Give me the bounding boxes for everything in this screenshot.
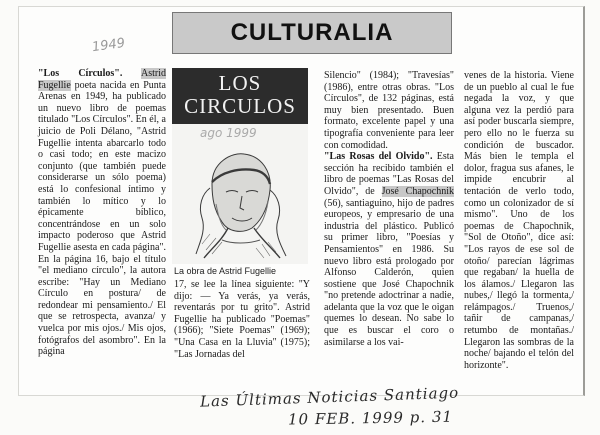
- book-cover-title: [172, 68, 308, 124]
- image-caption: La obra de Astrid Fugellie: [174, 266, 277, 276]
- handwritten-image-mark: ago 1999: [200, 126, 257, 140]
- article-column-1: [38, 68, 166, 358]
- article-paragraph-1: [38, 68, 166, 358]
- handwritten-year-mark: 1949: [91, 35, 126, 56]
- handwritten-date: 10 FEB. 1999 p. 31: [287, 407, 454, 429]
- article-column-3: [324, 70, 454, 348]
- book-title-line-2: CIRCULOS: [184, 94, 296, 118]
- highlight-author-first: Astrid: [141, 68, 167, 79]
- highlight-author-last: Fugellie: [38, 79, 71, 91]
- handwritten-source-note: [200, 384, 580, 428]
- handwritten-source: Las Últimas Noticias Santiago: [199, 383, 460, 411]
- column2-text: 17, se lee la línea siguiente: "Y dijo: — Ya verás, ya verás, reventarás por tu grito". Astrid Fugellie ha publicado "Poemas" (1966); "Siete Poemas" (1969); "Una Casa en la Lluvia" (1975); "Las Jornadas del: [174, 279, 310, 360]
- book-title-line-1: LOS: [218, 71, 262, 95]
- book-cover-image: [172, 68, 308, 264]
- article-column-2: [174, 279, 310, 360]
- author-portrait-drawing: [182, 144, 298, 260]
- highlight-author-chapochnik: José Chapochnik: [381, 185, 454, 197]
- column1-text: poeta nacida en Punta Arenas en 1949, ha publicado un nuevo libro de poemas titulado "Los Círculos". En él, a juicio de Poli Délano, "Astrid Fugellie intenta abarcarlo todo o casi todo; en este macizo conjunto (que también puede considerarse un sólo poema) está lo confesional íntimo y también lo mítico y lo épicamente bíblico, concentrándose en un solo impacto poderoso que Astrid Fugellie asesta en cada página". En la página 16, bajo el título "el mediano círculo", la autora escribe: "Hay un Mediano Círculo en postura/ de redondear mi pensamiento./ El que se retrospecta, avanza/ y vuelca por mis ojos./ Mis ojos, fotógrafos del asombro". En la página: [38, 79, 166, 358]
- column3-text-a: Silencio" (1984); "Travesías" (1986), entre otras obras. "Los Círculos", de 132 páginas, está muy bien presentado. Buen formato, excelente papel y una tipografía conveniente para leer con comodidad.: [324, 70, 454, 151]
- column3-text-b: Esta sección ha recibido también el libro de poemas "Las Rosas del Olvido", de: [324, 151, 454, 197]
- article-column-4: [464, 70, 574, 371]
- section-title: CULTURALIA: [230, 19, 394, 46]
- subhead-rosas-del-olvido: "Las Rosas del Olvido".: [324, 151, 433, 163]
- column4-text: venes de la historia. Viene de un pueblo al cual le fue negada la voz, y que alguna vez la perdió para así poder buscarla siempre, pero ello no le fuerza su condición de buscador. Más bien le templa el dolor, fragua sus afanes, le impide encubrir al tentación de verlo todo, como un colonizador de sí mismo". Uno de los poemas de Chapochnik, "Sol de Otoño", dice así: "Los rayos de ese sol de otoño/ parecían lágrimas que regaban/ la huella de los álamos./ Llegaron las nubes,/ llegó la tormenta,/ relámpagos./ Truenos,/ tañir de campanas,/ retumbo de montañas./ Llegaron las sombras de la noche/ bajando el telón del horizonte".: [464, 70, 574, 371]
- section-header: [172, 12, 452, 54]
- article-paragraph-rosas: [324, 151, 454, 348]
- column3-text-c: (56), santiaguino, hijo de padres europeos, y empresario de una industria del plástico. Publicó su primer libro, "Poesías y Pensamientos" en 1986. Su nuevo libro está prologado por Alfonso Calderón, quien sostiene que José Chapochnik "no pretende adoctrinar a nadie, adelanta que la voz que le oigan quemes lo desean. No sabe lo que es buscar el coro o asimilarse a los vai-: [324, 197, 454, 348]
- lead-title: "Los Círculos".: [38, 68, 123, 79]
